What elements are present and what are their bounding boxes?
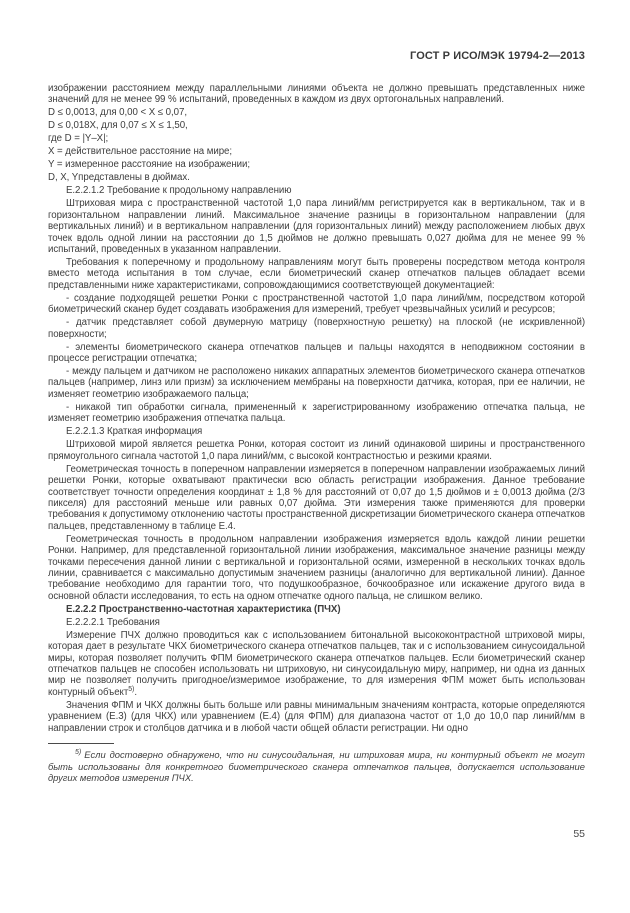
bullet-item: - никакой тип обработки сигнала, примененный к зарегистрированному изображению отпечатка пальца, не изменяет геометрию изображения отпечатка пальца.: [48, 401, 585, 425]
footnote-separator: [48, 743, 114, 744]
document-header: ГОСТ Р ИСО/МЭК 19794-2—2013: [410, 50, 585, 62]
formula-definition: Y = измеренное расстояние на изображении;: [48, 159, 251, 171]
bullet-item: - между пальцем и датчиком не расположено никаких аппаратных элементов биометрического сканера отпечатков пальцев (например, линз или призм) за исключением мембраны на поверхности датчика, которая, при ее наличии, не изменяет геометрию изображаемого пальца;: [48, 366, 585, 400]
section-heading-e2221: Е.2.2.2.1 Требования: [66, 616, 160, 628]
paragraph: Геометрическая точность в продольном направлении изображения измеряется вдоль каждой линии решетки Ронки. Например, для представленной горизонтальной линии изображения, максимальное значение разницы между точками пересечения данной линии с вертикальной и горизонтальной осями, измеренной в нескольких точках вдоль линии, сравнивается с максимально допустимым значением разницы (аналогично для вертикальной линии). Данное требование необходимо для гарантии того, что подушкообразное, бочкообразное или искажение другого вида в основной области исследования, то есть на одном отпечатке одного пальца, не слишком велико.: [48, 533, 585, 602]
section-heading-e2213: Е.2.2.1.3 Краткая информация: [66, 426, 203, 438]
document-body: [48, 83, 585, 734]
paragraph-text-end: .: [134, 686, 137, 698]
footnote: [48, 749, 585, 784]
paragraph-text: Измерение ПЧХ должно проводиться как с использованием битональной высококонтрастной штриховой миры, которая дает в результате ЧКХ биометрического сканера отпечатков пальцев, так и с использованием синусоидальной миры, которая позволяет получить ФПМ биометрического сканера отпечатков пальцев. Если биометрический сканер отпечатков пальцев не способен использовать ни штриховую, ни синусоидальную миру, например, ни одна из данных мир не позволяет получить пригодное/измеримое изображение, то для измерения ФПМ может быть использован контурный объект: [48, 629, 585, 698]
footnote-reference: 5): [128, 685, 135, 693]
paragraph: Штриховая мира с пространственной частотой 1,0 пара линий/мм регистрируется как в вертикальном, так и в горизонтальном направлении линий. Максимальное значение разницы в горизонтальном направлении (для вертикальных линий) и в вертикальном направлении (для горизонтальных линий) между расположением любых двух точек вдоль одной линии на расстоянии до 1,5 дюймов не должно превышать 0,027 дюйма для не менее 99 % испытаний, проведенных в указанном направлении.: [48, 198, 585, 256]
bullet-item: - создание подходящей решетки Ронки с пространственной частотой 1,0 пара линий/мм, посредством которой биометрический сканер будет создавать изображения для измерений, требует чрезвычайных усилий и ресурсов;: [48, 292, 585, 316]
footnote-text: Если достоверно обнаружено, что ни синусоидальная, ни штриховая мира, ни контурный объект не могут быть использованы для конкретного биометрического сканера отпечатков пальцев, допускается использование других методов измерения ПЧХ.: [48, 749, 585, 784]
page-number: 55: [573, 828, 585, 840]
formula-where-line: где D = |Y–X|;: [48, 133, 109, 145]
paragraph: Значения ФПМ и ЧКХ должны быть больше или равны минимальным значениям контраста, которые определяются уравнением (Е.3) (для ЧКХ) или уравнением (Е.4) (для ФПМ) для диапазона частот от 1,0 до 10,0 пар линий/мм в направлении строк и столбцов датчика и в любой части общей области регистрации. Ни одно: [48, 699, 585, 734]
section-heading-e2212: Е.2.2.1.2 Требование к продольному направлению: [66, 185, 292, 197]
footnote-marker: 5): [75, 748, 82, 756]
section-heading-e222: Е.2.2.2 Пространственно-частотная характеристика (ПЧХ): [66, 603, 341, 615]
paragraph-with-footnote-ref: [48, 630, 585, 698]
bullet-item: - датчик представляет собой двумерную матрицу (поверхностную решетку) на плоской (не искривленной) поверхности;: [48, 317, 585, 340]
bullet-item: - элементы биометрического сканера отпечатков пальцев и пальцы находятся в неподвижном состоянии в процессе регистрации отпечатка;: [48, 341, 585, 365]
formula-definition: D, X, Yпредставлены в дюймах.: [48, 172, 190, 184]
formula-line: D ≤ 0,018X, для 0,07 ≤ X ≤ 1,50,: [48, 120, 188, 132]
formula-definition: X = действительное расстояние на мире;: [48, 146, 233, 158]
paragraph: Требования к поперечному и продольному направлениям могут быть проверены посредством метода контроля вместо метода испытания в том случае, если биометрический сканер отпечатков пальцев обладает всеми представленными ниже характеристиками, сопровождающимися соответствующей документацией:: [48, 257, 585, 291]
paragraph-continued: изображении расстоянием между параллельными линиями объекта не должно превышать представленных ниже значений для не менее 99 % испытаний, проведенных в каждом из двух ортогональных направлений.: [48, 83, 585, 106]
paragraph: Штриховой мирой является решетка Ронки, которая состоит из линий одинаковой ширины и пространственного прямоугольного сигнала частотой 1,0 пара линий/мм, с высокой контрастностью и резкими краями.: [48, 439, 585, 462]
formula-line: D ≤ 0,0013, для 0,00 < X ≤ 0,07,: [48, 107, 187, 119]
paragraph: Геометрическая точность в поперечном направлении измеряется в поперечном направлении изображаемых линий решетки Ронки, которые охватывают практически всю область регистрации изображения. Данное требование соответствует точности определения координат ± 1,8 % для расстояний от 0,07 до 1,5 дюймов и ± 0,0013 дюйма (2/3 пикселя) для расстояний меньше или равных 0,07 дюйма. Эти измерения также применяются для проверки требования к допустимому отклонению частоты пространственной дискретизации биометрического сканера отпечатков пальцев, представленному в таблице Е.4.: [48, 463, 585, 532]
